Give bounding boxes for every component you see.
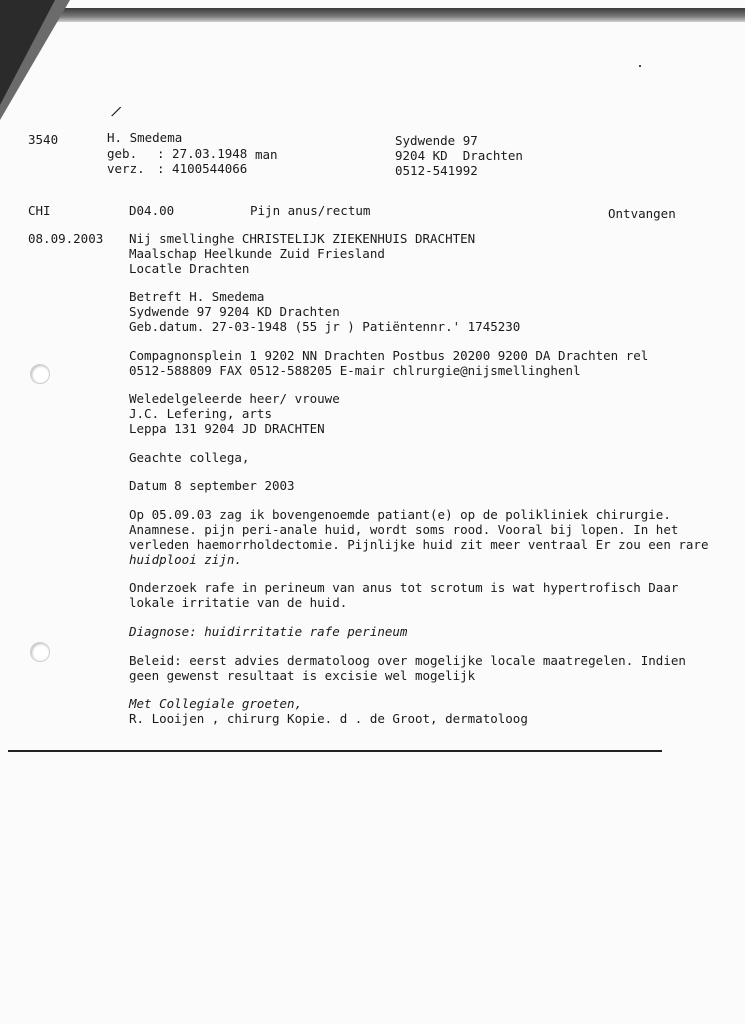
diagnosis-code: D04.00: [129, 203, 175, 218]
contact-line-2: 0512-588809 FAX 0512-588205 E-mair chlrurgie@nijsmellinghenl: [129, 363, 581, 378]
punch-hole-top: [30, 364, 50, 384]
hospital-line-1: Nij smellinghe CHRISTELIJK ZIEKENHUIS DRACHTEN: [129, 231, 476, 246]
letter-date: Datum 8 september 2003: [129, 478, 295, 493]
regarding-line-1: Betreft H. Smedema: [129, 289, 265, 304]
hospital-line-3: Locatle Drachten: [129, 261, 250, 276]
regarding-line-2: Sydwende 97 9204 KD Drachten: [129, 304, 340, 319]
punch-hole-bottom: [30, 642, 50, 662]
paragraph-3-line-1: Beleid: eerst advies dermatoloog over mogelijke locale maatregelen. Indien: [129, 653, 686, 668]
hospital-line-2: Maalschap Heelkunde Zuid Friesland: [129, 246, 385, 261]
patient-name: H. Smedema: [107, 130, 183, 145]
salutation: Geachte collega,: [129, 450, 250, 465]
address-phone: 0512-541992: [395, 163, 478, 178]
paragraph-1-line-1: Op 05.09.03 zag ik bovengenoemde patiant(e) op de polikliniek chirurgie.: [129, 507, 671, 522]
addressee-line-2: J.C. Lefering, arts: [129, 406, 272, 421]
scan-speck: [639, 65, 641, 67]
status-label: Ontvangen: [608, 206, 676, 221]
record-code: 3540: [28, 132, 59, 147]
regarding-line-3: Geb.datum. 27-03-1948 (55 jr ) Patiëntennr.' 1745230: [129, 319, 521, 334]
scan-top-edge: [40, 8, 745, 22]
addressee-line-3: Leppa 131 9204 JD DRACHTEN: [129, 421, 325, 436]
closing: Met Collegiale groeten,: [129, 696, 303, 711]
contact-line-1: Compagnonsplein 1 9202 NN Drachten Postbus 20200 9200 DA Drachten rel: [129, 348, 649, 363]
complaint: Pijn anus/rectum: [250, 203, 371, 218]
paragraph-3-line-2: geen gewenst resultaat is excisie wel mogelijk: [129, 668, 476, 683]
address-street: Sydwende 97: [395, 133, 478, 148]
insurance-value: : 4100544066: [157, 161, 248, 176]
paragraph-1-line-3: verleden haemorrholdectomie. Pijnlijke huid zit meer ventraal Er zou een rare: [129, 537, 709, 552]
footer-rule: [8, 750, 662, 752]
paragraph-2-line-2: lokale irritatie van de huid.: [129, 595, 348, 610]
diagnosis: Diagnose: huidirritatie rafe perineum: [129, 624, 408, 639]
scan-corner-fold: [0, 0, 55, 105]
paragraph-1-line-2: Anamnese. pijn peri-anale huid, wordt soms rood. Vooral bij lopen. In het: [129, 522, 679, 537]
birth-value: : 27.03.1948: [157, 146, 248, 161]
department: CHI: [28, 203, 51, 218]
patient-sex: man: [255, 147, 278, 162]
record-date: 08.09.2003: [28, 231, 104, 246]
insurance-label: verz.: [107, 161, 145, 176]
addressee-line-1: Weledelgeleerde heer/ vrouwe: [129, 391, 340, 406]
handwritten-mark: /: [109, 103, 123, 121]
birth-label: geb.: [107, 146, 138, 161]
paragraph-1-line-4: huidplooi zijn.: [129, 552, 242, 567]
signature: R. Looijen , chirurg Kopie. d . de Groot, dermatoloog: [129, 711, 528, 726]
address-city: 9204 KD Drachten: [395, 148, 523, 163]
paragraph-2-line-1: Onderzoek rafe in perineum van anus tot scrotum is wat hypertrofisch Daar: [129, 580, 679, 595]
